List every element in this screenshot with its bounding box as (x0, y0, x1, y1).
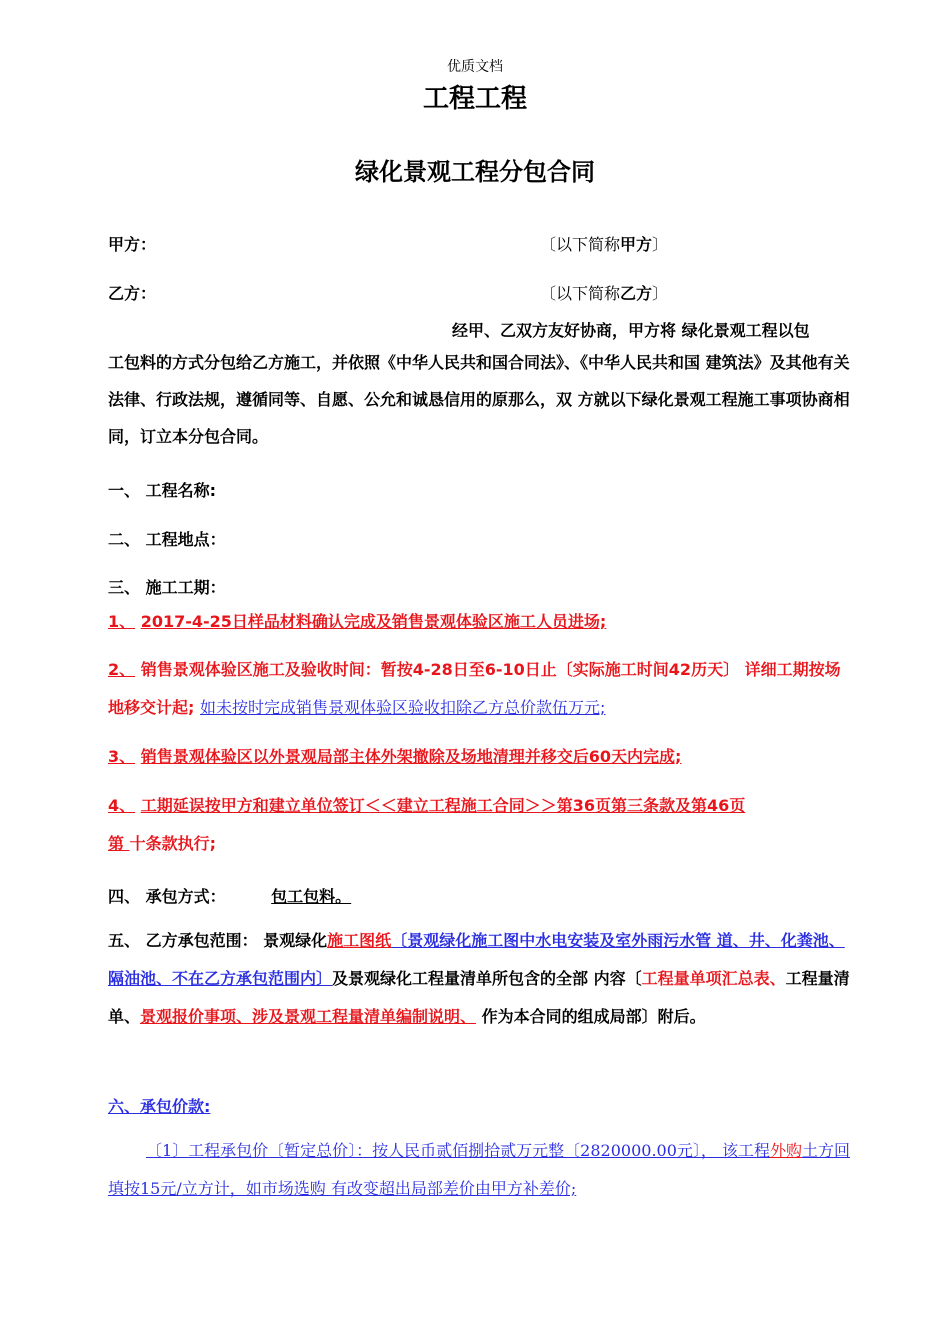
schedule-item-2 (108, 651, 853, 727)
scope-black-3: 工程量清单、 (108, 969, 850, 1026)
section-contract-mode (108, 884, 351, 907)
schedule-item-4-line2-a: 第 (108, 834, 130, 853)
scope-red-3: 景观报价事项、涉及景观工程量清单编制说明、 (140, 1007, 477, 1026)
party-b-note (540, 281, 668, 304)
party-a-note (540, 232, 668, 255)
contract-mode-label: 四、 承包方式： (108, 887, 226, 906)
header-note: 优质文档 (447, 59, 503, 75)
intro-line-1: 经甲、乙双方友好协商，甲方将 绿化景观工程以包 (452, 321, 810, 340)
schedule-item-3 (108, 738, 853, 776)
schedule-item-1 (108, 603, 853, 641)
party-b-label: 乙方： (108, 284, 157, 303)
contract-title: 绿化景观工程分包合同 (355, 158, 595, 186)
scope-red-1: 施工图纸 (327, 931, 392, 950)
scope-black-4: 作为本合同的组成局部〕附后。 (476, 1007, 706, 1026)
price-p1-blue-2: 土方回填按15元/立方计，如市场选购 有改变超出局部差价由甲方补差价; (108, 1141, 851, 1198)
schedule-item-3-text: 销售景观体验区以外景观局部主体外架撤除及场地清理并移交后60天内完成; (140, 747, 682, 766)
schedule-item-1-num: 1、 (108, 612, 136, 631)
section-schedule: 三、 施工工期： (108, 578, 226, 597)
schedule-item-4 (108, 787, 853, 863)
section-project-name: 一、 工程名称: (108, 481, 216, 500)
scope-blue-1: 〔景观绿化施工图中水电安装及室外雨污水管 道、井、化粪池、隔油池、不在乙方承包范围内〕 (108, 931, 845, 988)
scope-label: 五、 乙方承包范围： (108, 931, 258, 950)
scope-black-2: 及景观绿化工程量清单所包含的全部 内容〔 (332, 969, 642, 988)
document-title: 工程工程 (422, 84, 527, 114)
section-price: 六、承包价款: (108, 1097, 211, 1116)
party-a-note-prefix: 〔以下简称 (540, 235, 621, 254)
section-project-location: 二、 工程地点： (108, 530, 226, 549)
price-p1-blue: 〔1〕工程承包价〔暂定总价〕：按人民币贰佰捌拾贰万元整〔2820000.00元〕， 该工程 (146, 1141, 770, 1160)
contract-mode-value: 包工包料。 (271, 887, 352, 906)
schedule-item-2-penalty: 如未按时完成销售景观体验区验收扣除乙方总价款伍万元; (199, 698, 606, 717)
schedule-item-1-text: 2017-4-25日样品材料确认完成及销售景观体验区施工人员进场; (140, 612, 607, 631)
party-b-note-name: 乙方 (620, 284, 653, 303)
schedule-item-2-num: 2、 (108, 660, 136, 679)
party-b-note-suffix: 〕 (652, 284, 669, 303)
intro-paragraph: 工包料的方式分包给乙方施工，并依照《中华人民共和国合同法》、《中华人民共和国 建筑法》及其他有关法律、行政法规，遵循同等、自愿、公允和诚恳信用的原那么，双 方就以下绿化景观工程施工事项协商相同，订立本分包合同。 (108, 353, 850, 446)
schedule-item-4-num: 4、 (108, 796, 136, 815)
party-b-note-prefix: 〔以下简称 (540, 284, 621, 303)
party-a-label: 甲方： (108, 235, 157, 254)
scope-black-1: 景观绿化 (263, 931, 328, 950)
party-a-note-suffix: 〕 (652, 235, 669, 254)
section-scope (108, 922, 853, 1036)
schedule-item-4-line2-b: 十条款执行; (129, 834, 216, 853)
schedule-item-2-text: 销售景观体验区施工及验收时间：暂按4-28日至6-10日止〔实际施工时间42历天〕 详细工期按场地移交计起; (108, 660, 841, 717)
schedule-item-3-num: 3、 (108, 747, 136, 766)
party-a-note-name: 甲方 (620, 235, 653, 254)
price-p1-red: 外购 (769, 1141, 802, 1160)
schedule-item-4-text: 工期延误按甲方和建立单位签订＜＜建立工程施工合同＞＞第36页第三条款及第46页 (140, 796, 746, 815)
scope-red-2: 工程量单项汇总表、 (641, 969, 786, 988)
price-paragraph-1 (108, 1132, 856, 1208)
